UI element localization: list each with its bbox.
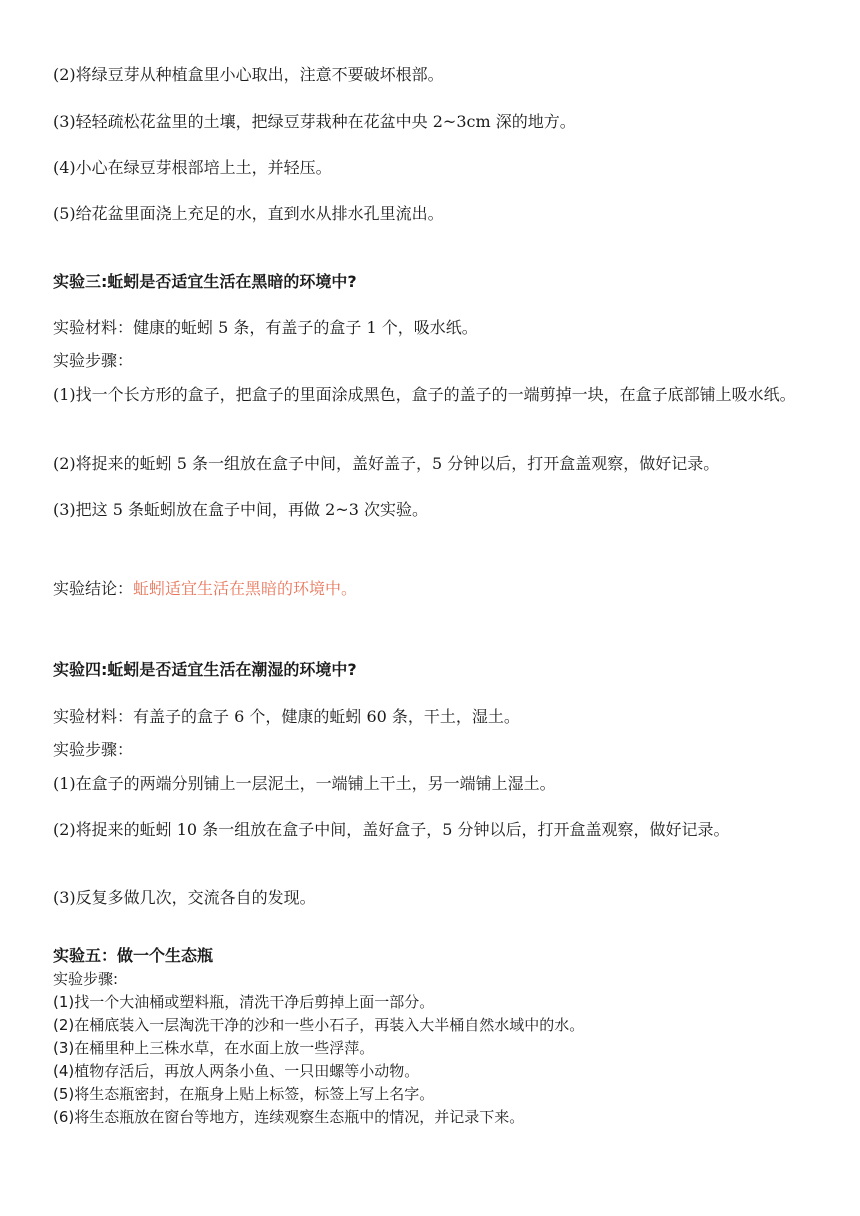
- step-text: (5)将生态瓶密封，在瓶身上贴上标签，标签上写上名字。: [53, 1085, 435, 1103]
- step-text: (1)在盒子的两端分别铺上一层泥土，一端铺上干土，另一端铺上湿土。: [53, 774, 556, 793]
- conclusion: [53, 578, 820, 600]
- steps-label: 实验步骤：: [53, 740, 134, 759]
- steps-label: 实验步骤:: [53, 970, 119, 988]
- step-text: (4)小心在绿豆芽根部培上土，并轻压。: [53, 158, 332, 177]
- step-text: (3)在桶里种上三株水草，在水面上放一些浮萍。: [53, 1039, 375, 1057]
- step-text: (3)反复多做几次，交流各自的发现。: [53, 888, 316, 907]
- steps-label: 实验步骤：: [53, 351, 134, 370]
- step-text: (6)将生态瓶放在窗台等地方，连续观察生态瓶中的情况，并记录下来。: [53, 1108, 525, 1126]
- materials-text: 实验材料：有盖子的盒子 6 个，健康的蚯蚓 60 条，干土，湿土。: [53, 707, 520, 726]
- step-text: (1)找一个长方形的盒子，把盒子的里面涂成黑色，盒子的盖子的一端剪掉一块，在盒子底部铺上吸水纸。: [53, 385, 796, 404]
- section-title: 实验三:蚯蚓是否适宜生活在黑暗的环境中?: [53, 272, 357, 291]
- step-text: (1)找一个大油桶或塑料瓶，清洗干净后剪掉上面一部分。: [53, 993, 435, 1011]
- conclusion-text: 蚯蚓适宜生活在黑暗的环境中。: [133, 579, 358, 598]
- step-text: (2)将捉来的蚯蚓 5 条一组放在盒子中间，盖好盖子，5 分钟以后，打开盒盖观察，做好记录。: [53, 454, 720, 473]
- materials-text: 实验材料：健康的蚯蚓 5 条，有盖子的盒子 1 个，吸水纸。: [53, 318, 478, 337]
- step-text: (4)植物存活后，再放人两条小鱼、一只田螺等小动物。: [53, 1062, 420, 1080]
- step-text: (2)将捉来的蚯蚓 10 条一组放在盒子中间，盖好盒子，5 分钟以后，打开盒盖观察，做好记录。: [53, 820, 730, 839]
- step-text: (3)把这 5 条蚯蚓放在盒子中间，再做 2~3 次实验。: [53, 500, 428, 519]
- section-title: 实验五：做一个生态瓶: [53, 946, 214, 965]
- conclusion-label: 实验结论：: [53, 579, 134, 598]
- step-text: (2)将绿豆芽从种植盒里小心取出，注意不要破坏根部。: [53, 65, 444, 84]
- step-text: (2)在桶底装入一层淘洗干净的沙和一些小石子，再装入大半桶自然水域中的水。: [53, 1016, 585, 1034]
- section-title: 实验四:蚯蚓是否适宜生活在潮湿的环境中?: [53, 660, 357, 679]
- step-text: (5)给花盆里面浇上充足的水，直到水从排水孔里流出。: [53, 204, 444, 223]
- step-text: (3)轻轻疏松花盆里的土壤，把绿豆芽栽种在花盆中央 2~3cm 深的地方。: [53, 112, 576, 131]
